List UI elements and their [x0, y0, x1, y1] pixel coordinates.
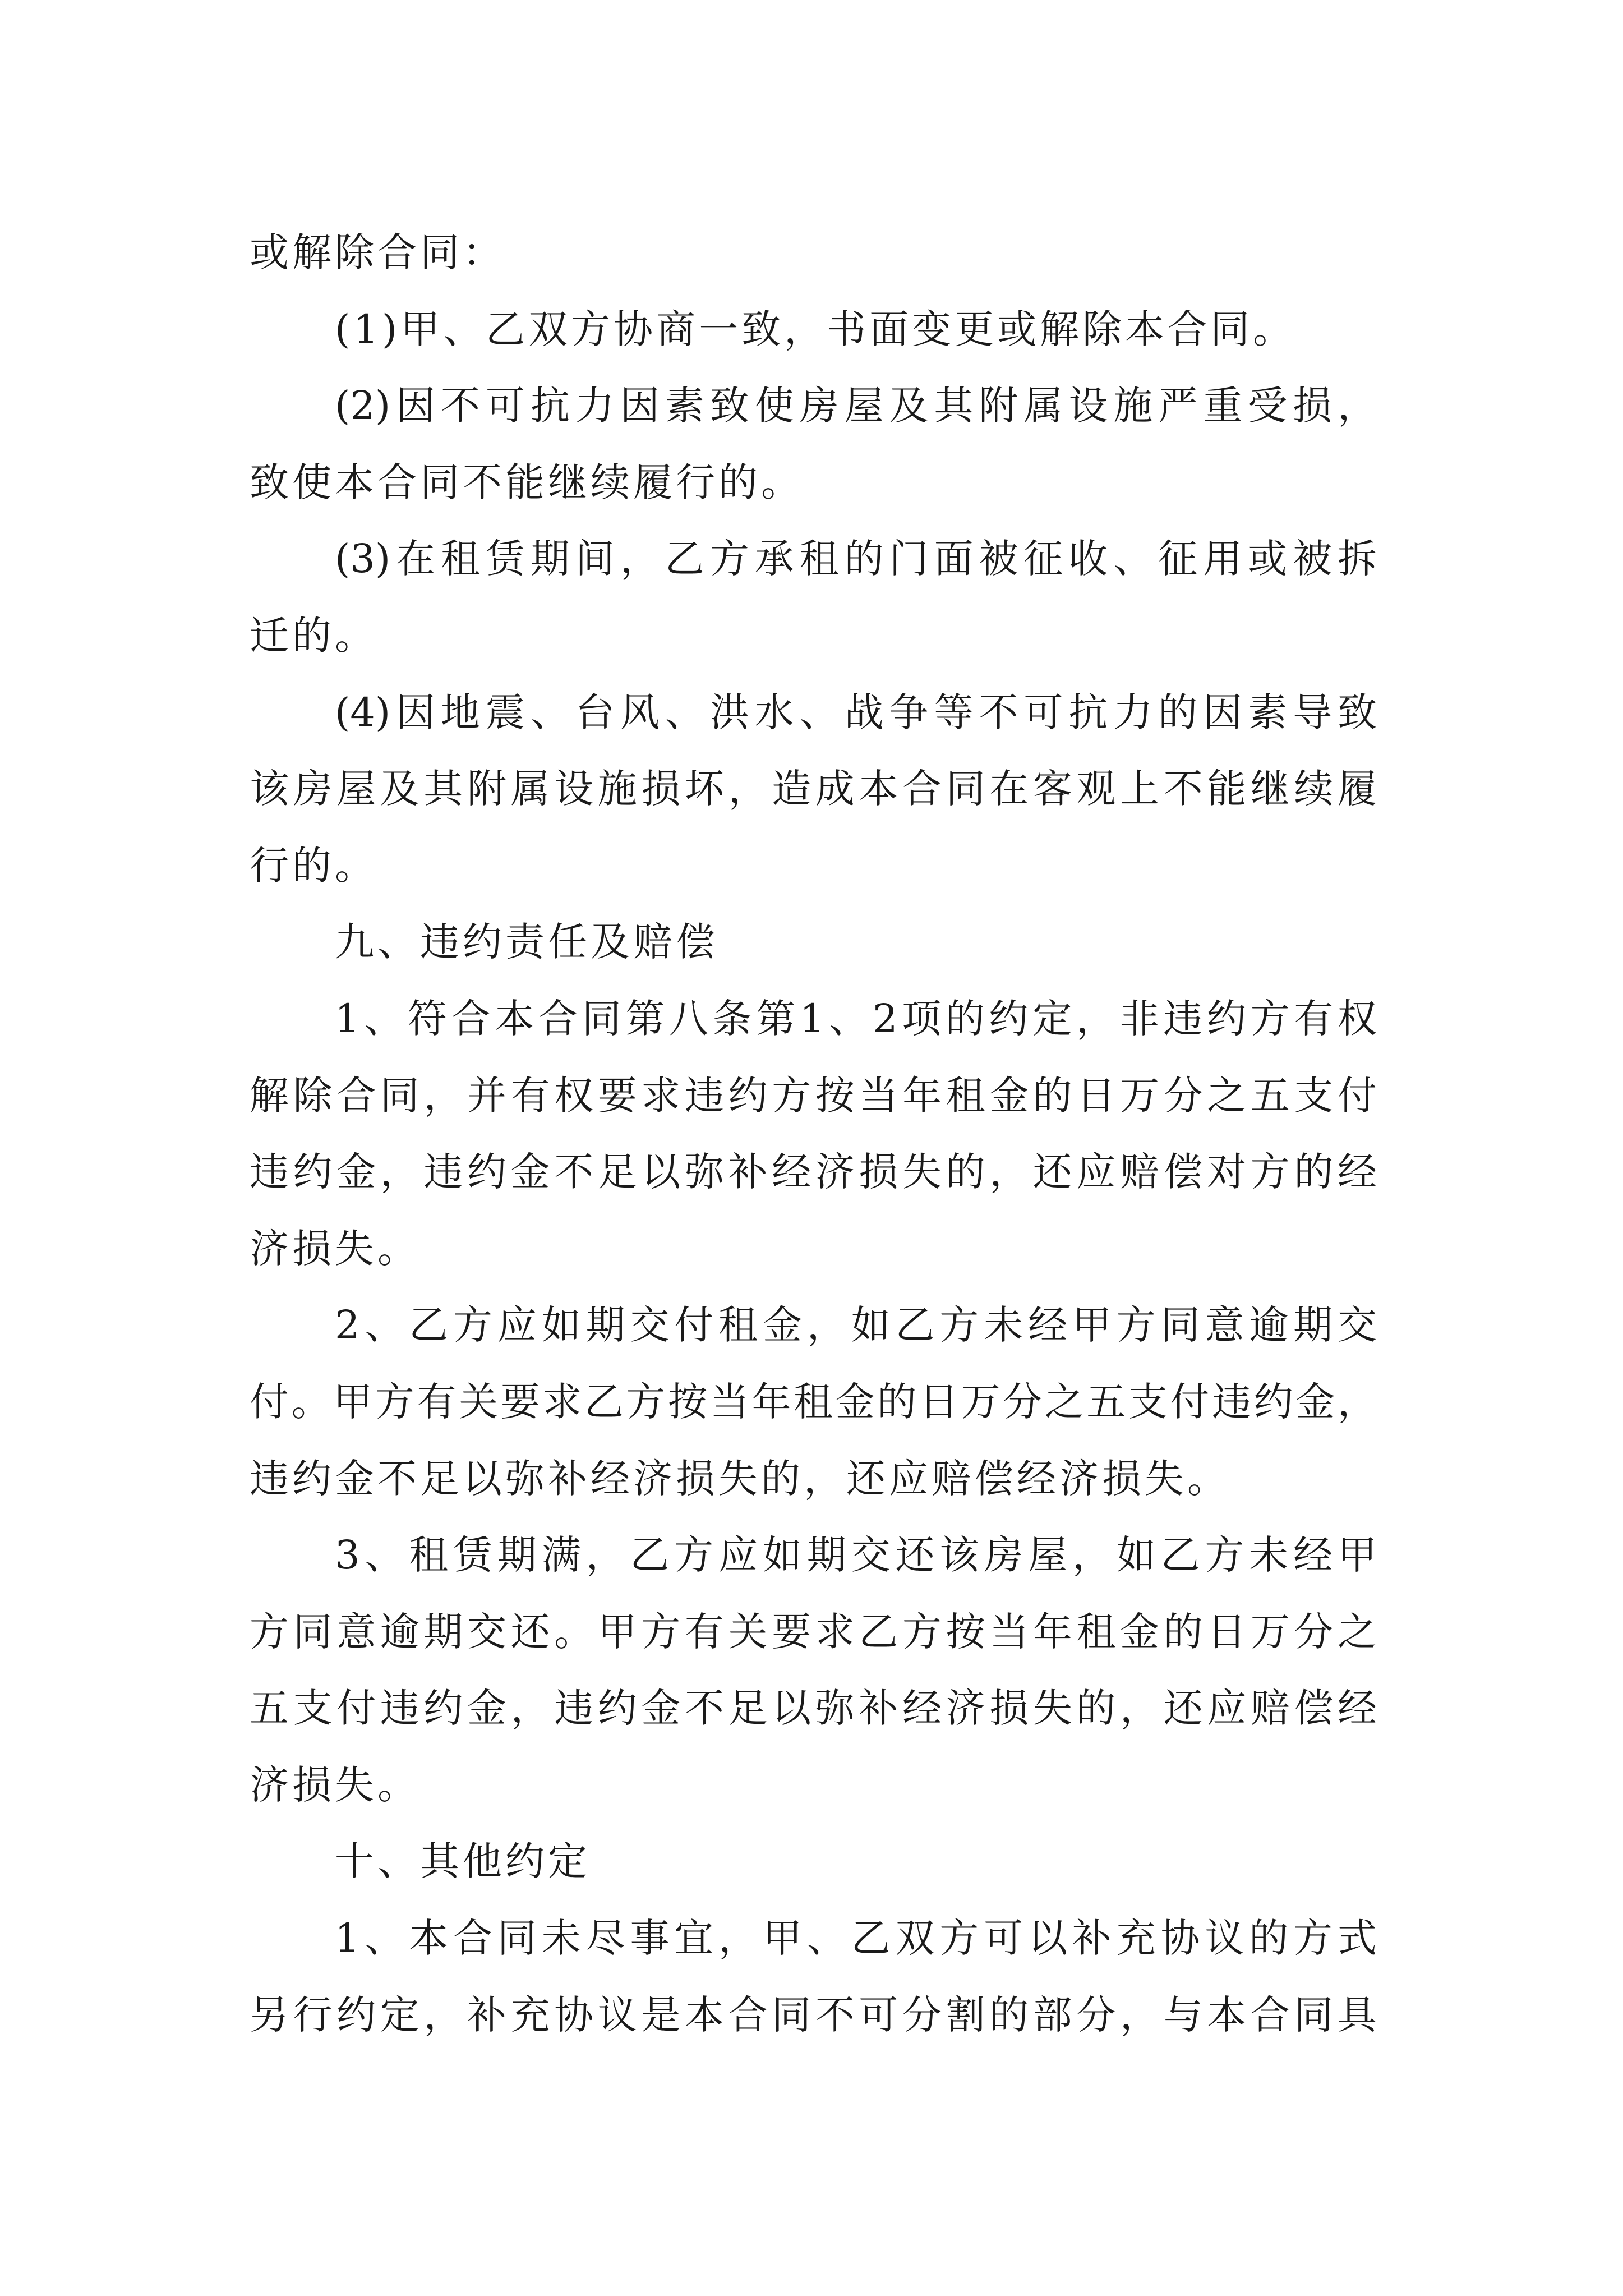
text-line: 致使本合同不能继续履行的。 [250, 459, 804, 505]
text-line: 3、租赁期满，乙方应如期交还该房屋，如乙方未经甲 [335, 1532, 1377, 1579]
text-line: 或解除合同： [250, 229, 505, 275]
document-body [250, 214, 1377, 2053]
text-line: 行的。 [250, 842, 377, 889]
text-line: 济损失。 [250, 1761, 420, 1808]
text-line: 1、符合本合同第八条第1、2项的约定，非违约方有权 [335, 995, 1377, 1042]
text-line: 济损失。 [250, 1225, 420, 1272]
text-line: 该房屋及其附属设施损坏，造成本合同在客观上不能继续履 [250, 766, 1377, 812]
text-line: 另行约定，补充协议是本合同不可分割的部分，与本合同具 [250, 1991, 1377, 2038]
section-heading: 十、其他约定 [335, 1838, 591, 1885]
text-line: (3)在租赁期间，乙方承租的门面被征收、征用或被拆 [335, 536, 1377, 582]
text-line: 方同意逾期交还。甲方有关要求乙方按当年租金的日万分之 [250, 1608, 1377, 1655]
text-line: 违约金不足以弥补经济损失的，还应赔偿经济损失。 [250, 1455, 1230, 1502]
section-heading: 九、违约责任及赔偿 [335, 919, 718, 965]
text-line: 解除合同，并有权要求违约方按当年租金的日万分之五支付 [250, 1072, 1377, 1119]
text-line: 1、本合同未尽事宜，甲、乙双方可以补充协议的方式 [335, 1915, 1377, 1962]
text-line: (2)因不可抗力因素致使房屋及其附属设施严重受损， [335, 383, 1377, 429]
text-line: (1)甲、乙双方协商一致，书面变更或解除本合同。 [335, 306, 1296, 352]
text-line: 违约金，违约金不足以弥补经济损失的，还应赔偿对方的经 [250, 1149, 1377, 1195]
text-line: 迁的。 [250, 612, 377, 659]
text-line: 五支付违约金，违约金不足以弥补经济损失的，还应赔偿经 [250, 1685, 1377, 1732]
text-line: (4)因地震、台风、洪水、战争等不可抗力的因素导致 [335, 689, 1377, 735]
text-line: 2、乙方应如期交付租金，如乙方未经甲方同意逾期交 [335, 1302, 1377, 1349]
text-line: 付。甲方有关要求乙方按当年租金的日万分之五支付违约金， [250, 1378, 1377, 1425]
